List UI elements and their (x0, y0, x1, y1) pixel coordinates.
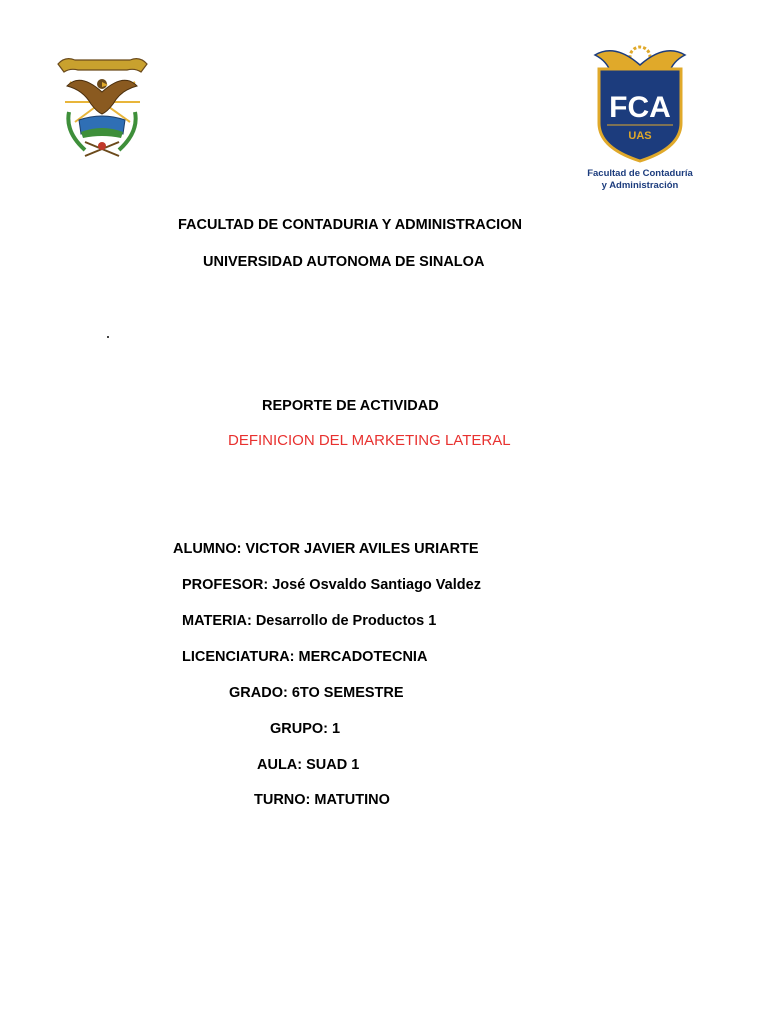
grade-line: GRADO: 6TO SEMESTRE (229, 685, 404, 701)
fca-sub-text: UAS (628, 130, 652, 142)
professor-line: PROFESOR: José Osvaldo Santiago Valdez (182, 577, 481, 593)
subject-line: MATERIA: Desarrollo de Productos 1 (182, 613, 437, 629)
group-line: GRUPO: 1 (270, 721, 341, 737)
classroom-line: AULA: SUAD 1 (257, 757, 360, 773)
shift-line: TURNO: MATUTINO (254, 792, 390, 808)
fca-caption-line2: y Administración (601, 180, 679, 191)
report-title: DEFINICION DEL MARKETING LATERAL (228, 432, 511, 449)
crest-banner (58, 59, 147, 72)
uas-crest-logo (55, 42, 150, 164)
stray-mark (107, 336, 109, 338)
faculty-heading: FACULTAD DE CONTADURIA Y ADMINISTRACION (178, 217, 522, 233)
fca-shield-icon (585, 43, 695, 163)
degree-line: LICENCIATURA: MERCADOTECNIA (182, 649, 428, 665)
fca-logo (585, 43, 695, 195)
fca-main-text: FCA (609, 91, 671, 124)
fca-caption-line1: Facultad de Contaduría (587, 168, 693, 179)
student-line: ALUMNO: VICTOR JAVIER AVILES URIARTE (173, 541, 479, 557)
university-heading: UNIVERSIDAD AUTONOMA DE SINALOA (203, 254, 485, 270)
report-type-label: REPORTE DE ACTIVIDAD (262, 398, 439, 414)
